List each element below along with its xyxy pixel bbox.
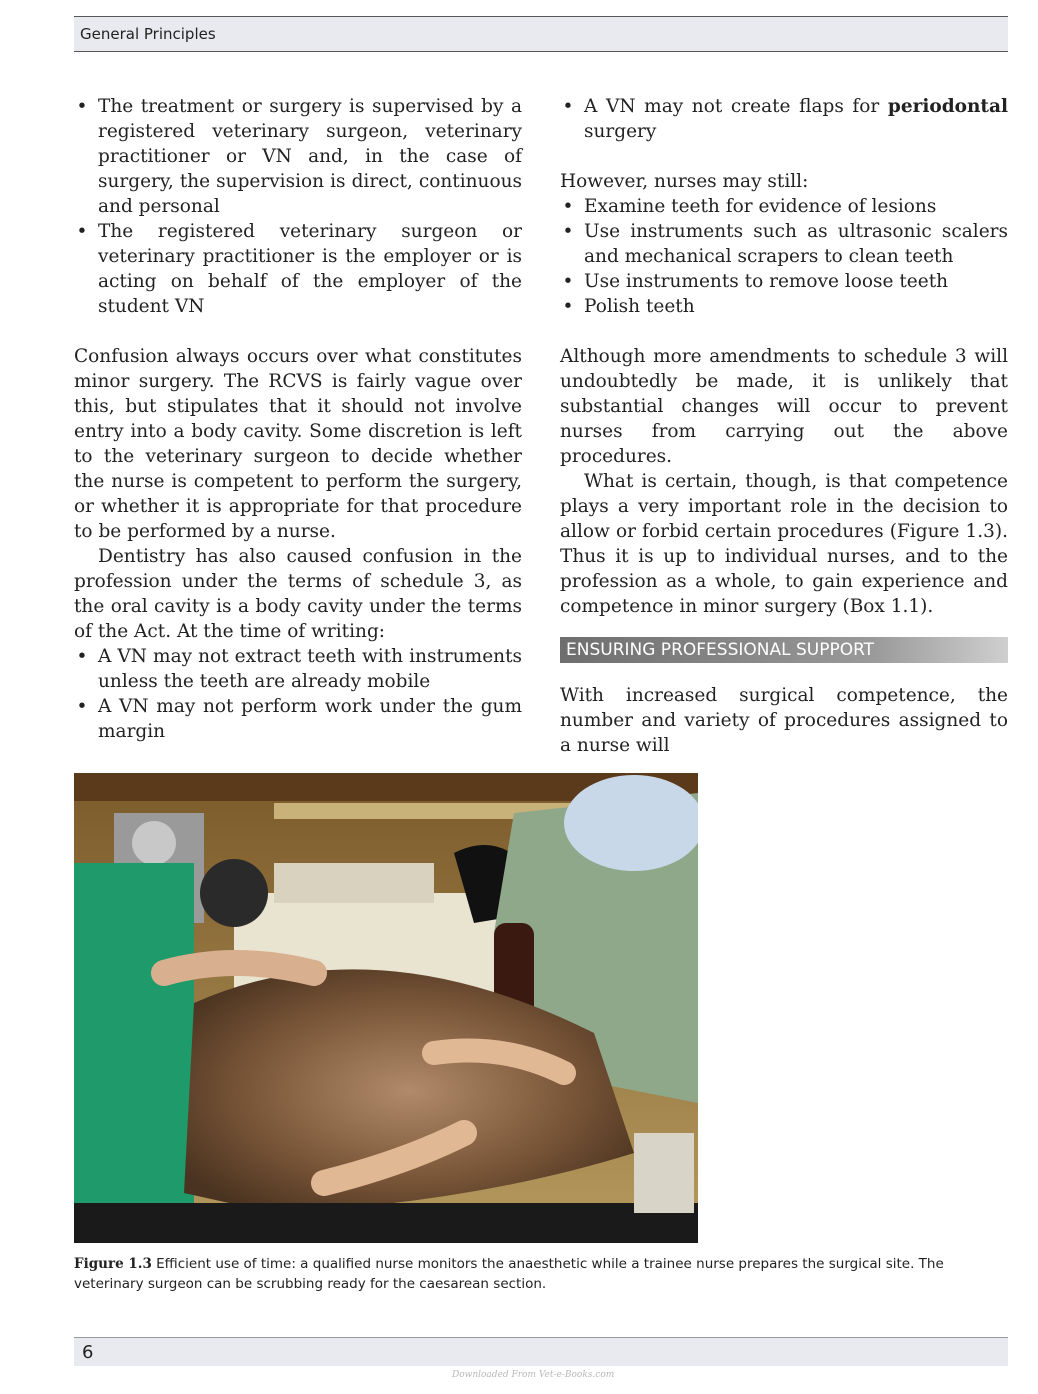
list-item: • Use instruments to remove loose teeth — [560, 269, 1008, 294]
bullet-icon: • — [562, 221, 574, 242]
watermark: Downloaded From Vet-e-Books.com — [452, 1370, 615, 1380]
paragraph: Dentistry has also caused confusion in the profession under the terms of schedule 3, as the oral cavity is a body cavity under the terms of the Act. At the time of writing: — [74, 546, 522, 642]
list-item: • Use instruments such as ultrasonic scalers and mechanical scrapers to clean teeth — [560, 219, 1008, 269]
paragraph: However, nurses may still: — [560, 171, 809, 192]
list-item: • The treatment or surgery is supervised by a registered veterinary surgeon, veterinary practitioner or VN and, in the case of surgery, the supervision is direct, continuous and personal — [74, 94, 522, 219]
bullet-icon: • — [562, 96, 574, 117]
paragraph: What is certain, though, is that competence plays a very important role in the decision to allow or forbid certain procedures (Figure 1.3). Thus it is up to individual nurses, and to the profession as a whole, to gain experience and competence in minor surgery (Box 1.1). — [560, 471, 1008, 617]
surgery-photo-illustration — [74, 773, 698, 1243]
bullet-icon: • — [76, 696, 88, 717]
paragraph: With increased surgical competence, the number and variety of procedures assigned to a nurse will — [560, 685, 1008, 756]
left-column — [74, 94, 522, 744]
list-item: • A VN may not perform work under the gum margin — [74, 694, 522, 744]
page-footer — [74, 1337, 1008, 1366]
bullet-icon: • — [562, 271, 574, 292]
list-item: • A VN may not extract teeth with instruments unless the teeth are already mobile — [74, 644, 522, 694]
paragraph: Confusion always occurs over what constitutes minor surgery. The RCVS is fairly vague over this, but stipulates that it should not involve entry into a body cavity. Some discretion is left to the veterinary surgeon to decide whether the nurse is competent to perform the surgery, or whether it is appropriate for that procedure to be performed by a nurse. — [74, 346, 522, 542]
bullet-icon: • — [562, 196, 574, 217]
periodontal-restriction-list — [560, 94, 1008, 144]
figure-caption-text: Efficient use of time: a qualified nurse monitors the anaesthetic while a trainee nurse prepares the surgical site. The veterinary surgeon can be scrubbing ready for the caesarean section. — [74, 1256, 944, 1292]
paragraph: Although more amendments to schedule 3 will undoubtedly be made, it is unlikely that substantial changes will occur to prevent nurses from carrying out the above procedures. — [560, 346, 1008, 467]
right-column — [560, 94, 1008, 758]
bold-term: periodontal — [887, 96, 1008, 117]
figure-label: Figure 1.3 — [74, 1256, 152, 1272]
list-item: • Polish teeth — [560, 294, 1008, 319]
nurse-permitted-list — [560, 194, 1008, 319]
bullet-icon: • — [76, 221, 88, 242]
running-header-title: General Principles — [80, 25, 216, 43]
supervision-conditions-list — [74, 94, 522, 319]
list-item: • Examine teeth for evidence of lesions — [560, 194, 1008, 219]
bullet-icon: • — [562, 296, 574, 317]
bullet-icon: • — [76, 96, 88, 117]
figure-photo — [74, 773, 698, 1243]
figure-caption — [74, 1254, 984, 1294]
page-number: 6 — [82, 1342, 94, 1363]
dentistry-restrictions-list — [74, 644, 522, 744]
list-item: • A VN may not create flaps for periodontal surgery — [560, 94, 1008, 144]
list-item: • The registered veterinary surgeon or veterinary practitioner is the employer or is acting on behalf of the employer of the student VN — [74, 219, 522, 319]
section-heading: ENSURING PROFESSIONAL SUPPORT — [560, 637, 1008, 663]
bullet-icon: • — [76, 646, 88, 667]
running-header — [74, 16, 1008, 52]
